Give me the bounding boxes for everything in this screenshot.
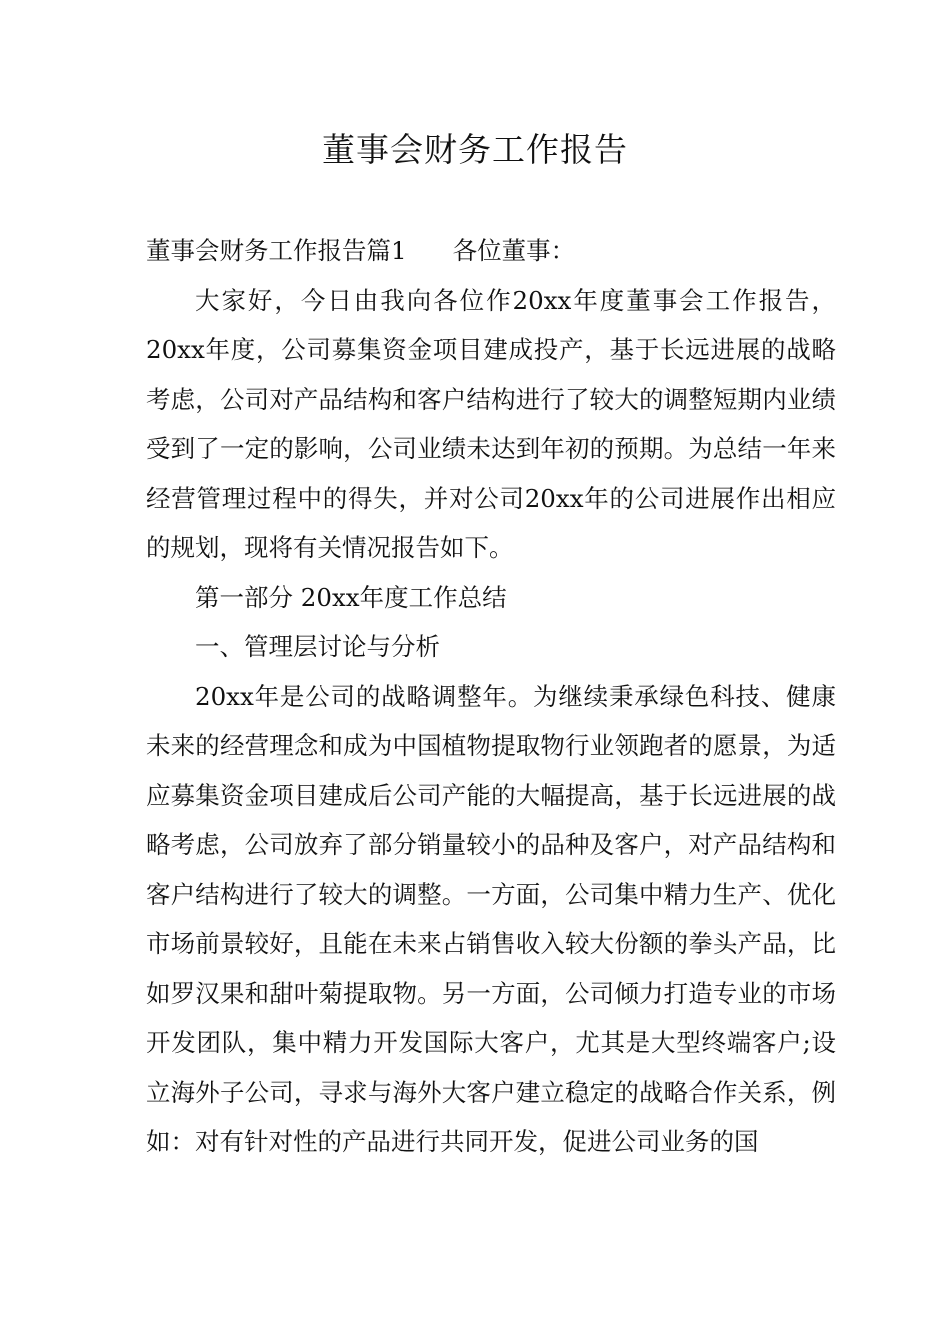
subsection-heading-management-discussion: 一、管理层讨论与分析 (195, 632, 440, 661)
paragraph-strategy: 20xx年是公司的战略调整年。为继续秉承绿色科技、健康未来的经营理念和成为中国植物提取物行业领跑者的愿景，为适应募集资金项目建成后公司产能的大幅提高，基于长远进展的战略考虑，公司放弃了部分销量较小的品种及客户，对产品结构和客户结构进行了较大的调整。一方面，公司集中精力生产、优化市场前景较好，且能在未来占销售收入较大份额的拳头产品，比如罗汉果和甜叶菊提取物。另一方面，公司倾力打造专业的市场开发团队，集中精力开发国际大客户，尤其是大型终端客户;设立海外子公司，寻求与海外大客户建立稳定的战略合作关系，例如：对有针对性的产品进行共同开发，促进公司业务的国 (146, 681, 836, 1156)
report-section-heading: 董事会财务工作报告篇1 (146, 236, 407, 265)
heading-line (146, 226, 836, 276)
salutation: 各位董事： (452, 236, 576, 265)
document-title: 董事会财务工作报告 (322, 130, 628, 169)
paragraph-intro: 大家好，今日由我向各位作20xx年度董事会工作报告，20xx年度，公司募集资金项目建成投产，基于长远进展的战略考虑，公司对产品结构和客户结构进行了较大的调整短期内业绩受到了一定的影响，公司业绩未达到年初的预期。为总结一年来经营管理过程中的得失，并对公司20xx年的公司进展作出相应的规划，现将有关情况报告如下。 (146, 285, 836, 562)
section-heading-part-one: 第一部分 20xx年度工作总结 (195, 582, 507, 612)
document-body (146, 226, 836, 1167)
